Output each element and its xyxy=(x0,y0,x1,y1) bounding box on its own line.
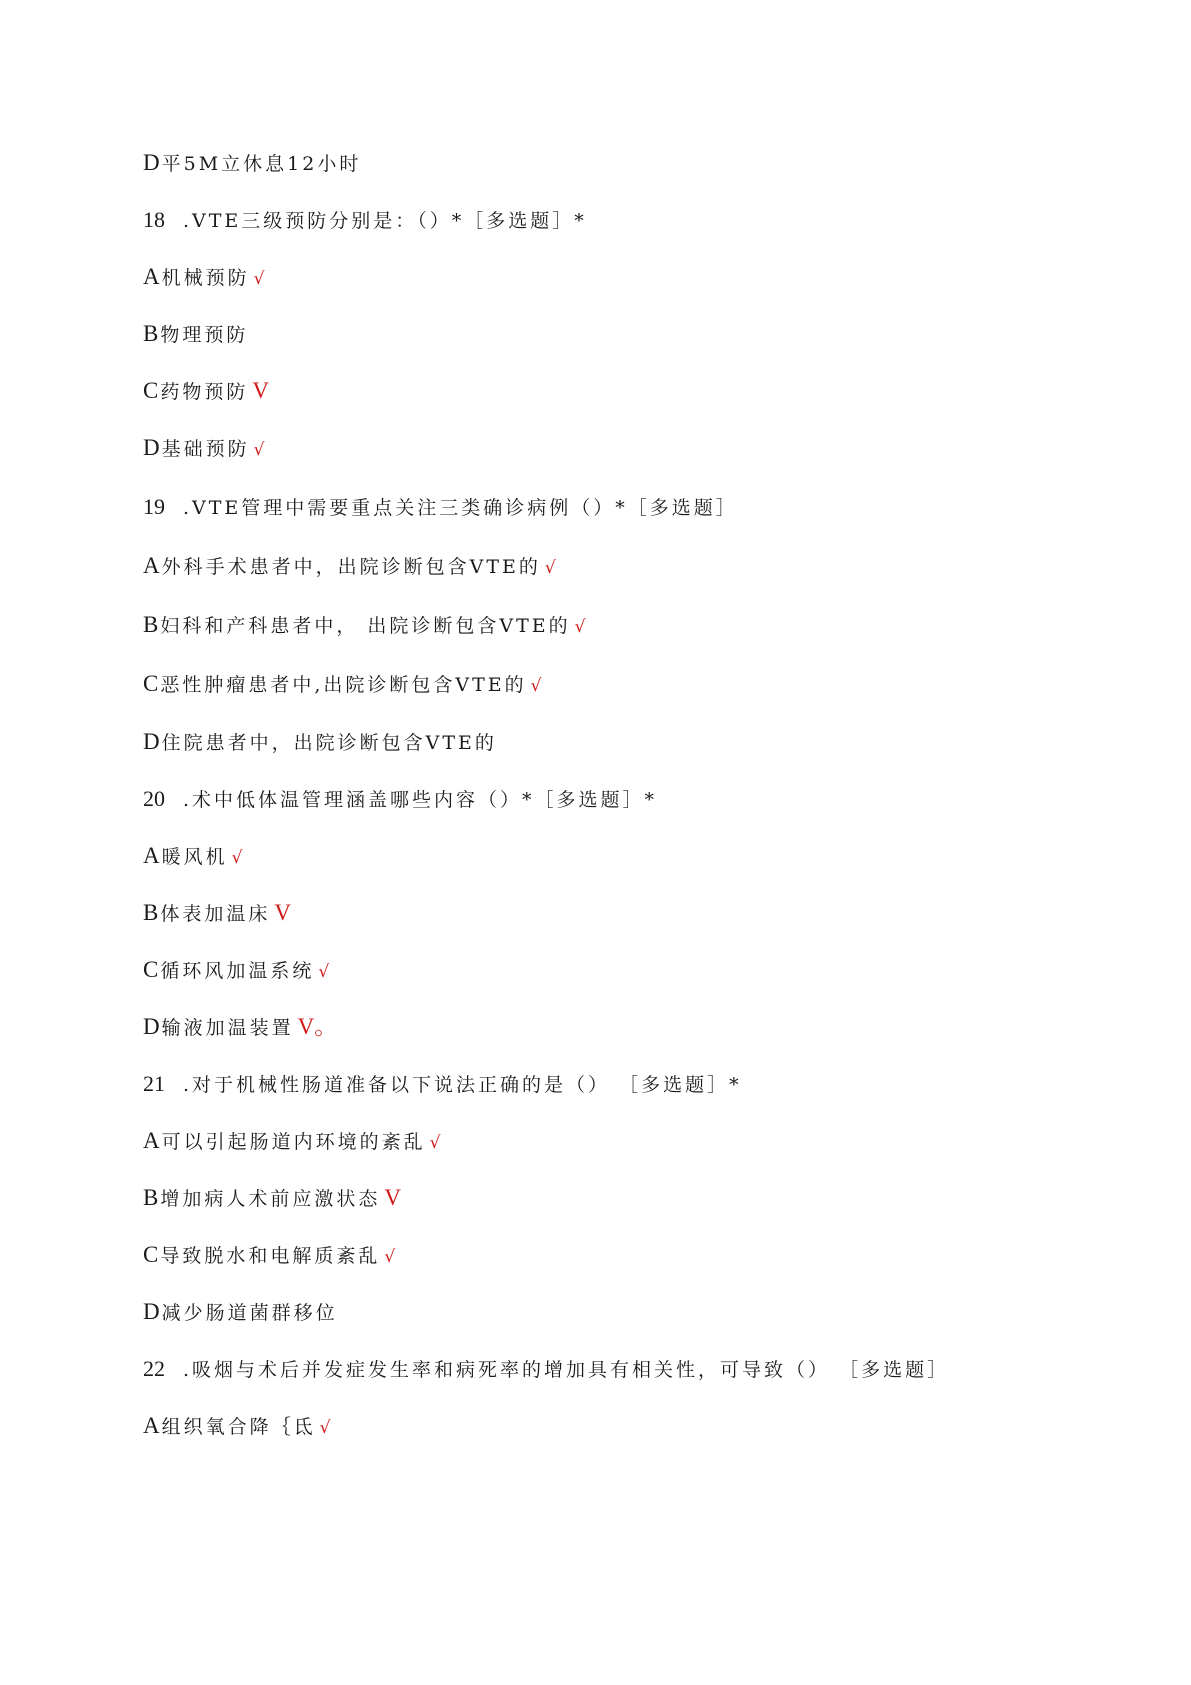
v-mark-icon: V。 xyxy=(297,1014,338,1039)
option-line xyxy=(143,1413,330,1441)
option-letter: D xyxy=(143,1014,160,1039)
check-mark-icon: √ xyxy=(319,1418,331,1438)
option-line xyxy=(143,553,556,581)
option-text: 机械预防 xyxy=(161,267,250,289)
option-line xyxy=(143,729,497,756)
option-text: 暖风机 xyxy=(161,846,228,868)
option-text: 基础预防 xyxy=(161,438,250,460)
option-letter: B xyxy=(143,1185,159,1210)
question-number: 19 xyxy=(143,494,165,519)
check-mark-icon: √ xyxy=(253,269,265,289)
option-letter: B xyxy=(143,612,159,637)
check-mark-icon: √ xyxy=(384,1247,396,1267)
option-line xyxy=(143,264,264,292)
question-text: .对于机械性肠道准备以下说法正确的是（） ［多选题］* xyxy=(183,1074,742,1096)
option-letter: A xyxy=(143,843,160,868)
v-mark-icon: V xyxy=(274,900,291,925)
option-text: 住院患者中，出院诊断包含VTE的 xyxy=(161,732,497,754)
question-text: .术中低体温管理涵盖哪些内容（）*［多选题］* xyxy=(183,789,658,811)
check-mark-icon: √ xyxy=(574,617,586,637)
option-text: 组织氧合降｛氐 xyxy=(161,1416,316,1438)
option-line xyxy=(143,900,291,927)
option-text: 输液加温装置 xyxy=(161,1017,294,1039)
option-text: 外科手术患者中，出院诊断包含VTE的 xyxy=(161,556,541,578)
option-text: 药物预防 xyxy=(160,381,249,403)
option-letter: D xyxy=(143,1299,160,1324)
check-mark-icon: √ xyxy=(318,962,330,982)
question-number: 21 xyxy=(143,1071,165,1096)
option-letter: C xyxy=(143,378,159,403)
option-line xyxy=(143,957,329,985)
v-mark-icon: V xyxy=(252,378,269,403)
option-letter: B xyxy=(143,900,159,925)
option-line xyxy=(143,378,269,405)
option-letter: B xyxy=(143,321,159,346)
check-mark-icon: √ xyxy=(231,848,243,868)
option-text: 导致脱水和电解质紊乱 xyxy=(160,1245,381,1267)
question-line xyxy=(143,786,657,813)
check-mark-icon: √ xyxy=(544,558,556,578)
option-text: 循环风加温系统 xyxy=(160,960,315,982)
question-line xyxy=(143,207,587,234)
option-text: 物理预防 xyxy=(160,324,249,346)
option-text: 妇科和产科患者中， 出院诊断包含VTE的 xyxy=(160,615,571,637)
question-line xyxy=(143,1071,742,1098)
option-text: 减少肠道菌群移位 xyxy=(161,1302,338,1324)
option-letter: A xyxy=(143,553,160,578)
option-text: 体表加温床 xyxy=(160,903,271,925)
option-line xyxy=(143,843,242,871)
option-letter: A xyxy=(143,1128,160,1153)
option-text: 增加病人术前应激状态 xyxy=(160,1188,381,1210)
option-line xyxy=(143,1299,338,1326)
option-text: 恶性肿瘤患者中,出院诊断包含VTE的 xyxy=(160,674,527,696)
option-letter: D xyxy=(143,150,160,175)
question-number: 22 xyxy=(143,1356,165,1381)
option-line xyxy=(143,1014,337,1041)
option-text: 可以引起肠道内环境的紊乱 xyxy=(161,1131,426,1153)
option-line xyxy=(143,321,248,348)
question-number: 18 xyxy=(143,207,165,232)
option-line xyxy=(143,612,586,640)
question-text: .VTE三级预防分别是：（）*［多选题］* xyxy=(183,210,587,232)
check-mark-icon: √ xyxy=(253,440,265,460)
option-line xyxy=(143,1242,395,1270)
option-letter: A xyxy=(143,1413,160,1438)
question-number: 20 xyxy=(143,786,165,811)
option-letter: C xyxy=(143,1242,159,1267)
question-text: .吸烟与术后并发症发生率和病死率的增加具有相关性，可导致（） ［多选题］ xyxy=(183,1359,950,1381)
question-text: .VTE管理中需要重点关注三类确诊病例（）*［多选题］ xyxy=(183,497,738,519)
question-line xyxy=(143,1356,949,1383)
option-letter: C xyxy=(143,957,159,982)
option-letter: D xyxy=(143,435,160,460)
option-text: 平5M立休息12小时 xyxy=(161,153,362,175)
option-letter: A xyxy=(143,264,160,289)
question-line xyxy=(143,494,738,521)
option-line xyxy=(143,1128,440,1156)
option-letter: C xyxy=(143,671,159,696)
check-mark-icon: √ xyxy=(530,676,542,696)
v-mark-icon: V xyxy=(384,1185,401,1210)
option-line xyxy=(143,1185,401,1212)
option-line xyxy=(143,671,542,699)
option-letter: D xyxy=(143,729,160,754)
check-mark-icon: √ xyxy=(429,1133,441,1153)
option-line xyxy=(143,435,264,463)
option-line xyxy=(143,150,361,177)
